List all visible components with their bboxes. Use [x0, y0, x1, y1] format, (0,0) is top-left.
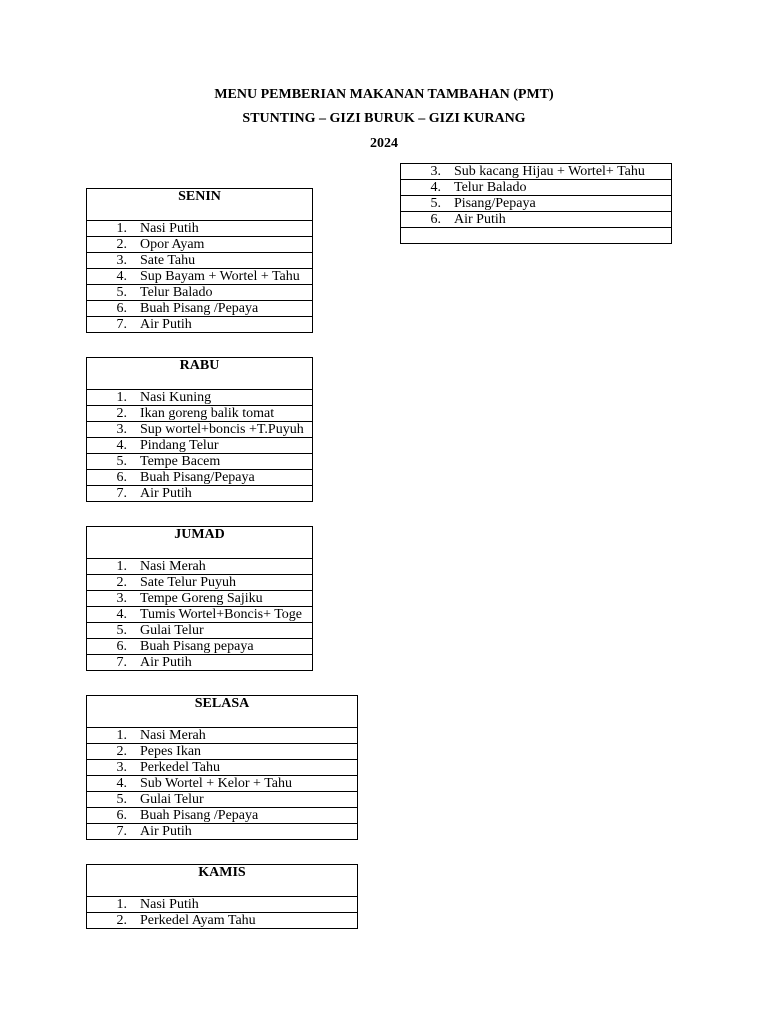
item-number: 2. [116, 575, 127, 590]
menu-item-row [87, 237, 313, 253]
menu-item-row [87, 591, 313, 607]
item-number: 3. [430, 164, 441, 179]
item-text: Gulai Telur [140, 623, 204, 638]
item-number: 3. [116, 591, 127, 606]
item-number: 4. [116, 438, 127, 453]
item-number: 4. [116, 269, 127, 284]
menu-item-row [87, 575, 313, 591]
item-number: 7. [116, 486, 127, 501]
menu-table-senin [86, 188, 313, 333]
item-text: Buah Pisang /Pepaya [140, 808, 259, 823]
menu-item-row [87, 655, 313, 671]
day-heading: SENIN [87, 189, 313, 221]
menu-item-row [87, 760, 358, 776]
menu-item-row [87, 269, 313, 285]
item-number: 2. [116, 237, 127, 252]
item-number: 1. [116, 221, 127, 236]
document-subtitle: STUNTING – GIZI BURUK – GIZI KURANG [242, 111, 526, 126]
item-number: 5. [116, 623, 127, 638]
item-number: 7. [116, 824, 127, 839]
item-text: Tempe Bacem [140, 454, 221, 469]
menu-table-kamis [86, 864, 358, 929]
item-number: 5. [116, 285, 127, 300]
menu-item-row [87, 317, 313, 333]
menu-item-row [87, 607, 313, 623]
item-number: 6. [430, 212, 441, 227]
item-number: 6. [116, 470, 127, 485]
menu-item-row [87, 913, 358, 929]
item-number: 1. [116, 897, 127, 912]
item-number: 4. [116, 776, 127, 791]
item-text: Sup Bayam + Wortel + Tahu [140, 269, 300, 284]
item-number: 6. [116, 301, 127, 316]
item-number: 6. [116, 639, 127, 654]
item-text: Sub kacang Hijau + Wortel+ Tahu [454, 164, 645, 179]
item-number: 1. [116, 390, 127, 405]
item-text: Nasi Putih [140, 897, 199, 912]
menu-table-rabu [86, 357, 313, 502]
item-text: Sub Wortel + Kelor + Tahu [140, 776, 292, 791]
item-number: 3. [116, 760, 127, 775]
menu-item-row [87, 792, 358, 808]
menu-item-row [87, 728, 358, 744]
item-number: 3. [116, 422, 127, 437]
item-text: Pisang/Pepaya [454, 196, 536, 211]
item-text: Tempe Goreng Sajiku [140, 591, 263, 606]
item-number: 3. [116, 253, 127, 268]
item-text: Tumis Wortel+Boncis+ Toge [140, 607, 302, 622]
menu-item-row [401, 180, 672, 196]
item-text: Perkedel Tahu [140, 760, 221, 775]
menu-table-selasa [86, 695, 358, 840]
item-text: Air Putih [140, 317, 192, 332]
item-number: 4. [116, 607, 127, 622]
item-text: Air Putih [140, 824, 192, 839]
menu-item-row [87, 221, 313, 237]
menu-item-row [87, 301, 313, 317]
menu-item-row [87, 824, 358, 840]
item-text: Perkedel Ayam Tahu [140, 913, 256, 928]
menu-item-row [87, 454, 313, 470]
menu-item-row [87, 486, 313, 502]
menu-item-row [87, 422, 313, 438]
menu-item-row [87, 253, 313, 269]
item-number: 2. [116, 406, 127, 421]
document-year: 2024 [370, 136, 398, 151]
item-text: Air Putih [140, 486, 192, 501]
menu-item-row [87, 470, 313, 486]
menu-item-row [87, 390, 313, 406]
menu-table-jumad [86, 526, 313, 671]
item-text: Buah Pisang/Pepaya [140, 470, 255, 485]
menu-item-row [401, 196, 672, 212]
item-number: 5. [116, 792, 127, 807]
item-text: Sate Tahu [140, 253, 196, 268]
item-number: 2. [116, 913, 127, 928]
menu-item-row [401, 212, 672, 228]
item-text: Air Putih [454, 212, 506, 227]
menu-item-row [87, 559, 313, 575]
item-text: Air Putih [140, 655, 192, 670]
item-text: Pepes Ikan [140, 744, 202, 759]
menu-item-row [87, 285, 313, 301]
item-text: Pindang Telur [140, 438, 219, 453]
menu-item-row [401, 164, 672, 180]
menu-item-row [87, 623, 313, 639]
item-text: Opor Ayam [140, 237, 205, 252]
item-number: 6. [116, 808, 127, 823]
item-number: 7. [116, 655, 127, 670]
item-text: Telur Balado [454, 180, 527, 195]
item-text: Buah Pisang pepaya [140, 639, 254, 654]
item-number: 1. [116, 559, 127, 574]
menu-item-row [87, 744, 358, 760]
menu-item-row [87, 438, 313, 454]
day-heading: KAMIS [87, 865, 358, 897]
day-heading: JUMAD [87, 527, 313, 559]
menu-item-row [87, 897, 358, 913]
menu-item-row [87, 776, 358, 792]
item-number: 4. [430, 180, 441, 195]
day-heading: SELASA [87, 696, 358, 728]
item-number: 2. [116, 744, 127, 759]
item-text: Sate Telur Puyuh [140, 575, 236, 590]
menu-item-row [87, 808, 358, 824]
item-text: Ikan goreng balik tomat [140, 406, 275, 421]
item-text: Nasi Putih [140, 221, 199, 236]
document-title: MENU PEMBERIAN MAKANAN TAMBAHAN (PMT) [214, 87, 554, 102]
item-number: 5. [430, 196, 441, 211]
item-number: 5. [116, 454, 127, 469]
menu-item-row [87, 639, 313, 655]
item-text: Buah Pisang /Pepaya [140, 301, 259, 316]
item-number: 7. [116, 317, 127, 332]
item-text: Telur Balado [140, 285, 213, 300]
item-text: Nasi Merah [140, 559, 206, 574]
item-text: Sup wortel+boncis +T.Puyuh [140, 422, 304, 437]
item-text: Nasi Merah [140, 728, 206, 743]
menu-item-row [87, 406, 313, 422]
item-text: Gulai Telur [140, 792, 204, 807]
empty-row [401, 228, 672, 244]
day-heading: RABU [87, 358, 313, 390]
menu-table-kamis-continued [400, 163, 672, 244]
item-number: 1. [116, 728, 127, 743]
item-text: Nasi Kuning [140, 390, 212, 405]
